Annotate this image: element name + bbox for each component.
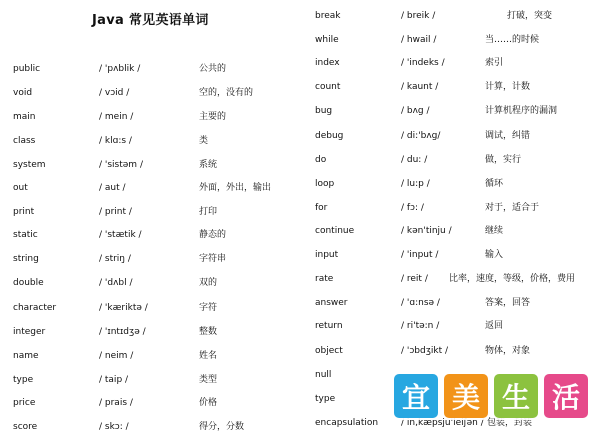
meaning: 比率，速度，等级，价格，费用: [449, 274, 576, 284]
word: double: [13, 278, 44, 288]
meaning: 计算，计数: [485, 82, 531, 92]
word: encapsulation: [315, 418, 379, 428]
word: name: [13, 351, 39, 361]
word: for: [315, 203, 328, 213]
word: null: [315, 370, 332, 380]
meaning: 空的，没有的: [199, 88, 254, 98]
meaning: 字符串: [199, 254, 227, 264]
word: continue: [315, 226, 355, 236]
word: rate: [315, 274, 334, 284]
meaning: 外面，外出，输出: [199, 183, 272, 193]
meaning: 当……的时候: [485, 35, 540, 45]
word: character: [13, 303, 57, 313]
word: print: [13, 207, 35, 217]
phonetic: / bʌg /: [401, 106, 430, 116]
word: type: [13, 375, 34, 385]
meaning: 姓名: [199, 351, 218, 361]
meaning: 继续: [485, 226, 504, 236]
phonetic: / in,kæpsju'leiʃən /: [401, 418, 484, 428]
phonetic: / mein /: [99, 112, 134, 122]
word: loop: [315, 179, 335, 189]
word: bug: [315, 106, 333, 116]
word: score: [13, 422, 38, 432]
phonetic: / 'sistəm /: [99, 160, 143, 170]
meaning: 计算机程序的漏洞: [485, 106, 558, 116]
meaning: 对于，适合于: [485, 203, 540, 213]
word: system: [13, 160, 46, 170]
phonetic: / 'ɑ:nsə /: [401, 298, 440, 308]
page-title: Java 常见英语单词: [92, 13, 209, 28]
meaning: 价格: [199, 398, 218, 408]
meaning: 整数: [199, 327, 218, 337]
word: answer: [315, 298, 348, 308]
meaning: 调试，纠错: [485, 131, 531, 141]
word: count: [315, 82, 341, 92]
word: integer: [13, 327, 46, 337]
meaning: 做，实行: [485, 155, 522, 165]
meaning: 索引: [485, 58, 504, 68]
phonetic: / hwail /: [401, 35, 437, 45]
meaning: 系统: [199, 160, 218, 170]
phonetic: / ri'tə:n /: [401, 321, 440, 331]
word: return: [315, 321, 343, 331]
word: static: [13, 230, 38, 240]
word: debug: [315, 131, 344, 141]
meaning: 答案，回答: [485, 298, 531, 308]
phonetic: / vɔid /: [99, 88, 130, 98]
phonetic: / 'input /: [401, 250, 439, 260]
phonetic: / kaunt /: [401, 82, 439, 92]
phonetic: / klɑ:s /: [99, 136, 132, 146]
word: type: [315, 394, 336, 404]
phonetic: / 'indeks /: [401, 58, 445, 68]
phonetic: / reit /: [401, 274, 428, 284]
phonetic: / 'stætik /: [99, 230, 142, 240]
phonetic: / lu:p /: [401, 179, 430, 189]
word: class: [13, 136, 36, 146]
watermark-logo: [394, 374, 596, 420]
phonetic: / aut /: [99, 183, 126, 193]
meaning: 物体，对象: [485, 346, 531, 356]
phonetic: / 'pʌblik /: [99, 64, 141, 74]
meaning: 循环: [485, 179, 504, 189]
word: do: [315, 155, 327, 165]
meaning: 类型: [199, 375, 218, 385]
logo-char: 活: [544, 374, 588, 418]
phonetic: / print /: [99, 207, 132, 217]
meaning: 包装，封装: [487, 418, 533, 428]
meaning: 静态的: [199, 230, 227, 240]
phonetic: / prais /: [99, 398, 133, 408]
meaning: 主要的: [199, 112, 227, 122]
meaning: 输入: [485, 250, 504, 260]
meaning: 打破，突变: [507, 11, 553, 21]
phonetic: / breik /: [401, 11, 436, 21]
meaning: 公共的: [199, 64, 227, 74]
phonetic: / taip /: [99, 375, 129, 385]
phonetic: / 'ɪntɪdʒə /: [99, 327, 146, 337]
phonetic: / 'kæriktə /: [99, 303, 148, 313]
phonetic: / fɔ: /: [401, 203, 424, 213]
meaning: 字符: [199, 303, 218, 313]
phonetic: / skɔ: /: [99, 422, 129, 432]
meaning: 得分，分数: [199, 422, 245, 432]
word: void: [13, 88, 33, 98]
word: out: [13, 183, 28, 193]
phonetic: / 'ɔbdʒikt /: [401, 346, 449, 356]
meaning: 双的: [199, 278, 218, 288]
logo-char: 美: [444, 374, 488, 418]
phonetic: / striŋ /: [99, 254, 131, 264]
word: string: [13, 254, 39, 264]
phonetic: / kən'tinju /: [401, 226, 452, 236]
phonetic: / di:'bʌg/: [401, 131, 441, 141]
word: index: [315, 58, 340, 68]
phonetic: / neim /: [99, 351, 134, 361]
meaning: 打印: [199, 207, 218, 217]
word: input: [315, 250, 339, 260]
logo-char: 生: [494, 374, 538, 418]
logo-char: 宜: [394, 374, 438, 418]
word: main: [13, 112, 36, 122]
word: public: [13, 64, 41, 74]
phonetic: / 'dʌbl /: [99, 278, 133, 288]
word: price: [13, 398, 36, 408]
meaning: 返回: [485, 321, 504, 331]
word: while: [315, 35, 339, 45]
word: object: [315, 346, 343, 356]
phonetic: / du: /: [401, 155, 428, 165]
word: break: [315, 11, 341, 21]
meaning: 类: [199, 136, 209, 146]
